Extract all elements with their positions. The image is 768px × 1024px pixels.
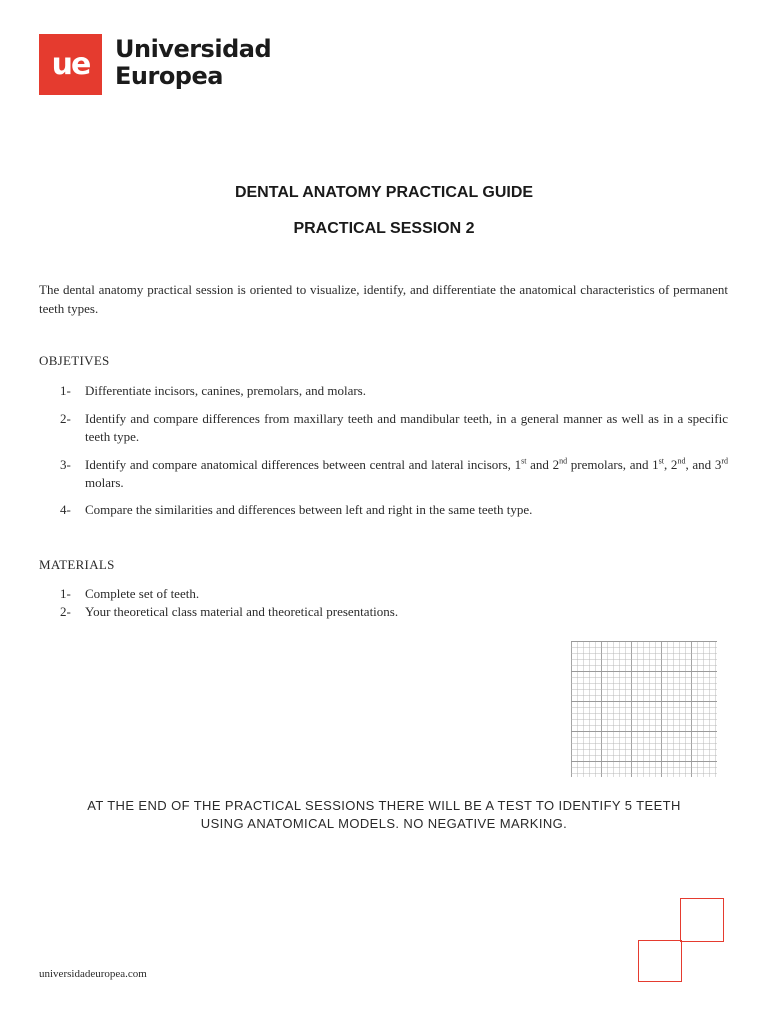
- objective-item-1: [39, 382, 728, 400]
- objective-item-2: [39, 410, 728, 446]
- text-fragment: premolars, and 1: [567, 457, 659, 472]
- material-number: 1-: [60, 586, 71, 601]
- material-item-1: [39, 585, 728, 603]
- text-fragment: , and 3: [685, 457, 722, 472]
- notice-line-1: AT THE END OF THE PRACTICAL SESSIONS THERE WILL BE A TEST TO IDENTIFY 5 TEETH: [87, 798, 681, 813]
- graph-paper-image: [571, 641, 717, 777]
- notice-line-2: USING ANATOMICAL MODELS. NO NEGATIVE MARKING.: [200, 816, 568, 831]
- objective-text: [85, 456, 728, 492]
- objectives-heading: OBJETIVES: [39, 353, 110, 368]
- footer-url: universidadeuropea.com: [39, 968, 147, 980]
- logo-line-1: Universidad: [115, 35, 272, 63]
- logo-wordmark: [115, 36, 315, 90]
- ordinal-suffix: st: [521, 456, 527, 466]
- objective-text: Identify and compare differences from maxillary teeth and mandibular teeth, in a general manner as well as in a specific teeth type.: [85, 411, 728, 444]
- objective-text: Differentiate incisors, canines, premolars, and molars.: [85, 383, 366, 398]
- decorative-square: [680, 898, 724, 942]
- text-fragment: and 2: [526, 457, 560, 472]
- intro-paragraph: The dental anatomy practical session is oriented to visualize, identify, and differentiate the anatomical characteristics of permanent teeth types.: [39, 282, 728, 316]
- document-title: DENTAL ANATOMY PRACTICAL GUIDE: [234, 184, 534, 201]
- objective-number: 1-: [60, 383, 71, 398]
- ordinal-suffix: st: [658, 456, 664, 466]
- material-text: Complete set of teeth.: [85, 586, 200, 601]
- ue-logo-mark: ue: [39, 34, 102, 95]
- session-title: PRACTICAL SESSION 2: [293, 220, 475, 237]
- materials-heading: MATERIALS: [39, 557, 115, 572]
- text-fragment: Identify and compare anatomical differences between central and lateral incisors, 1: [85, 457, 522, 472]
- objective-item-4: [39, 501, 728, 519]
- objective-number: 3-: [60, 457, 71, 472]
- objective-text: Compare the similarities and differences between left and right in the same teeth type.: [85, 502, 533, 517]
- test-notice: [0, 797, 768, 833]
- objective-number: 4-: [60, 502, 71, 517]
- ordinal-suffix: rd: [721, 456, 728, 466]
- material-item-2: [39, 603, 728, 621]
- material-number: 2-: [60, 604, 71, 619]
- ordinal-suffix: nd: [677, 456, 686, 466]
- objective-number: 2-: [60, 411, 71, 426]
- material-text: Your theoretical class material and theoretical presentations.: [85, 604, 399, 619]
- text-fragment: molars.: [85, 475, 124, 490]
- decorative-square: [638, 940, 682, 982]
- objective-item-3: [39, 456, 728, 492]
- text-fragment: , 2: [664, 457, 678, 472]
- logo-line-2: Europea: [115, 62, 223, 90]
- ordinal-suffix: nd: [559, 456, 568, 466]
